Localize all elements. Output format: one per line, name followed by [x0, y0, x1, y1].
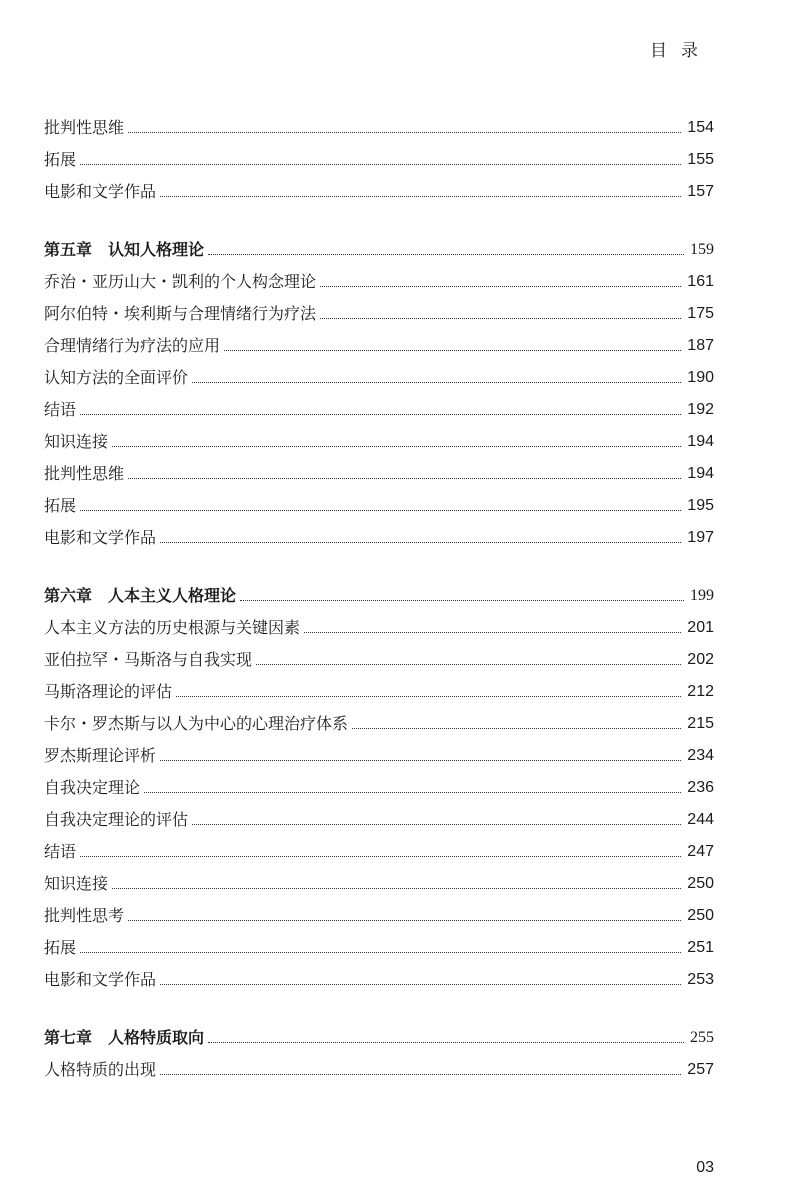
toc-entry[interactable]	[44, 362, 714, 394]
dot-leader	[160, 984, 681, 985]
dot-leader	[224, 350, 681, 351]
toc-entry[interactable]	[44, 676, 714, 708]
toc-entry-title: 乔治・亚历山大・凯利的个人构念理论	[44, 272, 317, 291]
toc-entry-page: 154	[687, 119, 714, 136]
dot-leader	[192, 824, 681, 825]
toc-chapter-entry[interactable]	[44, 234, 714, 266]
toc-entry-title: 第六章 人本主义人格理论	[44, 586, 237, 605]
toc-entry[interactable]	[44, 804, 714, 836]
toc-section	[44, 1022, 714, 1086]
toc-entry-page: 201	[687, 619, 714, 636]
dot-leader	[128, 920, 681, 921]
dot-leader	[304, 632, 681, 633]
toc-section	[44, 112, 714, 208]
toc-entry[interactable]	[44, 932, 714, 964]
toc-entry[interactable]	[44, 522, 714, 554]
page-number: 03	[696, 1159, 714, 1176]
toc-entry-page: 199	[690, 587, 714, 604]
toc-section	[44, 580, 714, 996]
toc-entry-title: 批判性思维	[44, 118, 125, 137]
dot-leader	[320, 318, 681, 319]
toc-entry[interactable]	[44, 900, 714, 932]
dot-leader	[160, 1074, 681, 1075]
toc-entry-title: 认知方法的全面评价	[44, 368, 189, 387]
toc-entry-title: 罗杰斯理论评析	[44, 746, 157, 765]
toc-entry-title: 人本主义方法的历史根源与关键因素	[44, 618, 301, 637]
toc-entry[interactable]	[44, 144, 714, 176]
toc-entry-page: 255	[690, 1029, 714, 1046]
toc-entry[interactable]	[44, 644, 714, 676]
toc-entry-title: 知识连接	[44, 432, 109, 451]
toc-entry[interactable]	[44, 612, 714, 644]
toc-section	[44, 234, 714, 554]
toc-entry-title: 马斯洛理论的评估	[44, 682, 173, 701]
toc-entry[interactable]	[44, 964, 714, 996]
toc-entry[interactable]	[44, 298, 714, 330]
toc-entry-page: 194	[687, 465, 714, 482]
toc-entry[interactable]	[44, 426, 714, 458]
dot-leader	[80, 952, 681, 953]
toc-entry-page: 157	[687, 183, 714, 200]
toc-entry-page: 212	[687, 683, 714, 700]
dot-leader	[160, 760, 681, 761]
toc-entry-title: 电影和文学作品	[44, 182, 157, 201]
toc-entry-title: 拓展	[44, 150, 77, 169]
toc-chapter-entry[interactable]	[44, 580, 714, 612]
dot-leader	[208, 254, 684, 255]
dot-leader	[176, 696, 681, 697]
toc-entry-title: 批判性思维	[44, 464, 125, 483]
toc-entry-title: 电影和文学作品	[44, 970, 157, 989]
toc-entry-title: 第七章 人格特质取向	[44, 1028, 205, 1047]
toc-entry-page: 234	[687, 747, 714, 764]
toc-entry-title: 拓展	[44, 938, 77, 957]
toc-entry-title: 卡尔・罗杰斯与以人为中心的心理治疗体系	[44, 714, 349, 733]
toc-entry-page: 202	[687, 651, 714, 668]
toc-entry-page: 190	[687, 369, 714, 386]
toc-entry-title: 第五章 认知人格理论	[44, 240, 205, 259]
toc-entry-page: 244	[687, 811, 714, 828]
dot-leader	[256, 664, 681, 665]
dot-leader	[112, 888, 681, 889]
toc-entry[interactable]	[44, 490, 714, 522]
toc-entry-page: 197	[687, 529, 714, 546]
table-of-contents	[44, 112, 714, 1112]
toc-entry-title: 合理情绪行为疗法的应用	[44, 336, 221, 355]
toc-entry[interactable]	[44, 176, 714, 208]
toc-entry-page: 155	[687, 151, 714, 168]
dot-leader	[192, 382, 681, 383]
toc-entry-page: 257	[687, 1061, 714, 1078]
toc-entry-page: 187	[687, 337, 714, 354]
dot-leader	[320, 286, 681, 287]
toc-entry-page: 195	[687, 497, 714, 514]
dot-leader	[352, 728, 681, 729]
toc-entry-title: 电影和文学作品	[44, 528, 157, 547]
toc-entry-page: 250	[687, 907, 714, 924]
toc-entry-title: 批判性思考	[44, 906, 125, 925]
dot-leader	[128, 132, 681, 133]
toc-entry-page: 194	[687, 433, 714, 450]
toc-entry[interactable]	[44, 112, 714, 144]
toc-entry[interactable]	[44, 772, 714, 804]
dot-leader	[112, 446, 681, 447]
toc-entry[interactable]	[44, 394, 714, 426]
toc-entry[interactable]	[44, 330, 714, 362]
toc-entry-page: 159	[690, 241, 714, 258]
dot-leader	[160, 542, 681, 543]
toc-entry-page: 250	[687, 875, 714, 892]
toc-entry-page: 192	[687, 401, 714, 418]
toc-entry[interactable]	[44, 458, 714, 490]
toc-entry[interactable]	[44, 708, 714, 740]
dot-leader	[144, 792, 681, 793]
toc-entry-title: 拓展	[44, 496, 77, 515]
toc-entry-page: 236	[687, 779, 714, 796]
dot-leader	[80, 510, 681, 511]
toc-entry[interactable]	[44, 836, 714, 868]
toc-entry-title: 自我决定理论的评估	[44, 810, 189, 829]
dot-leader	[160, 196, 681, 197]
toc-entry-page: 247	[687, 843, 714, 860]
toc-chapter-entry[interactable]	[44, 1022, 714, 1054]
toc-entry-page: 251	[687, 939, 714, 956]
dot-leader	[80, 414, 681, 415]
toc-entry-page: 161	[687, 273, 714, 290]
running-header: 目录	[650, 41, 712, 61]
dot-leader	[208, 1042, 684, 1043]
toc-entry-title: 结语	[44, 400, 77, 419]
toc-entry-page: 215	[687, 715, 714, 732]
dot-leader	[240, 600, 684, 601]
dot-leader	[80, 856, 681, 857]
toc-entry-title: 结语	[44, 842, 77, 861]
toc-entry-page: 175	[687, 305, 714, 322]
toc-entry-page: 253	[687, 971, 714, 988]
toc-entry-title: 知识连接	[44, 874, 109, 893]
toc-entry-title: 阿尔伯特・埃利斯与合理情绪行为疗法	[44, 304, 317, 323]
toc-entry[interactable]	[44, 266, 714, 298]
toc-entry-title: 人格特质的出现	[44, 1060, 157, 1079]
toc-entry[interactable]	[44, 868, 714, 900]
toc-entry[interactable]	[44, 1054, 714, 1086]
toc-entry-title: 亚伯拉罕・马斯洛与自我实现	[44, 650, 253, 669]
toc-entry[interactable]	[44, 740, 714, 772]
dot-leader	[80, 164, 681, 165]
toc-entry-title: 自我决定理论	[44, 778, 141, 797]
dot-leader	[128, 478, 681, 479]
